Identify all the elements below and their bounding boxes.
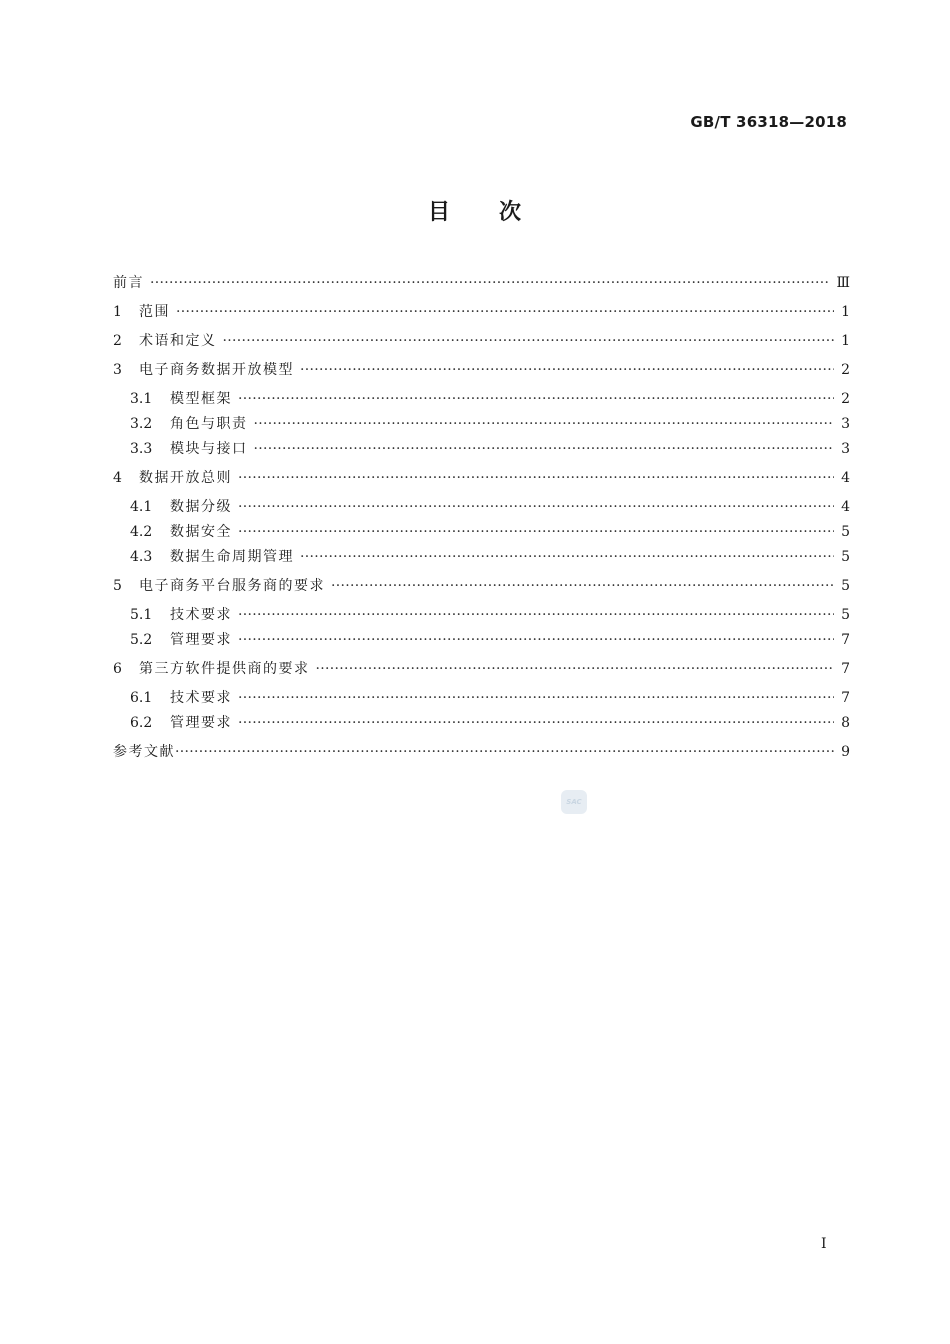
toc-entry-label: 数据安全 — [170, 524, 232, 540]
toc-entry-page: 7 — [841, 690, 850, 706]
toc-leader-dots — [238, 470, 834, 486]
toc-leader-dots — [238, 524, 834, 540]
toc-entry-number: 3 — [113, 362, 122, 378]
toc-entry-4[interactable] — [113, 467, 850, 492]
toc-entry-3[interactable] — [113, 359, 850, 384]
toc-entry-label: 数据分级 — [170, 499, 232, 515]
toc-entry-number: 3.2 — [130, 416, 153, 432]
toc-entry-page: 3 — [841, 441, 850, 457]
toc-entry-page: 4 — [841, 470, 850, 486]
toc-leader-dots — [150, 275, 830, 291]
toc-leader-dots — [238, 690, 834, 706]
toc-entry-6-1[interactable] — [113, 687, 850, 712]
toc-entry-page: 5 — [841, 607, 850, 623]
toc-entry-1[interactable] — [113, 301, 850, 326]
toc-leader-dots — [238, 499, 834, 515]
toc-entry-page: 9 — [841, 744, 850, 760]
toc-entry-label: 技术要求 — [170, 607, 232, 623]
toc-entry-label: 角色与职责 — [170, 416, 248, 432]
toc-title-char-1: 目 — [427, 200, 451, 225]
toc-entry-label: 技术要求 — [170, 690, 232, 706]
toc-entry-label: 数据开放总则 — [139, 470, 232, 486]
toc-leader-dots — [175, 744, 834, 760]
toc-entry-label: 数据生命周期管理 — [170, 549, 294, 565]
toc-entry-page: 8 — [841, 715, 850, 731]
toc-title — [0, 195, 950, 226]
sac-watermark-logo — [561, 790, 587, 814]
toc-entry-label: 模型框架 — [170, 391, 232, 407]
toc-entry-references[interactable] — [113, 741, 850, 766]
toc-entry-4-3[interactable] — [113, 546, 850, 571]
toc-entry-label: 管理要求 — [170, 632, 232, 648]
toc-entry-number: 5.1 — [130, 607, 153, 623]
toc-entry-page: 1 — [841, 333, 850, 349]
toc-entry-number: 6.1 — [130, 690, 153, 706]
toc-entry-page: 5 — [841, 524, 850, 540]
toc-entry-label: 模块与接口 — [170, 441, 248, 457]
toc-leader-dots — [300, 362, 834, 378]
toc-entry-3-3[interactable] — [113, 438, 850, 463]
toc-leader-dots — [238, 607, 834, 623]
toc-entry-2[interactable] — [113, 330, 850, 355]
toc-leader-dots — [238, 632, 834, 648]
toc-entry-page: 2 — [841, 362, 850, 378]
standard-code: GB/T 36318—2018 — [690, 113, 847, 131]
toc-entry-label: 术语和定义 — [139, 333, 217, 349]
toc-entry-3-2[interactable] — [113, 413, 850, 438]
toc-entry-4-1[interactable] — [113, 496, 850, 521]
toc-entry-page: 5 — [841, 549, 850, 565]
toc-entry-page: 3 — [841, 416, 850, 432]
toc-title-char-2: 次 — [499, 200, 523, 225]
toc-entry-page: 5 — [841, 578, 850, 594]
toc-entry-number: 3.1 — [130, 391, 153, 407]
toc-leader-dots — [238, 715, 834, 731]
toc-leader-dots — [331, 578, 834, 594]
toc-entry-page: Ⅲ — [836, 275, 850, 291]
toc-leader-dots — [238, 391, 834, 407]
toc-entry-preface[interactable] — [113, 272, 850, 297]
toc-entry-number: 2 — [113, 333, 122, 349]
toc-entry-label: 第三方软件提供商的要求 — [139, 661, 310, 677]
toc-entry-5-1[interactable] — [113, 604, 850, 629]
watermark-text: SAC — [566, 798, 582, 806]
toc-entry-number: 1 — [113, 304, 122, 320]
toc-entry-6[interactable] — [113, 658, 850, 683]
toc-entry-number: 4.3 — [130, 549, 153, 565]
toc-leader-dots — [254, 441, 835, 457]
page-number: I — [821, 1236, 827, 1252]
toc-entry-label: 参考文献 — [113, 744, 175, 760]
toc-entry-number: 5 — [113, 578, 122, 594]
toc-leader-dots — [254, 416, 835, 432]
toc-entry-6-2[interactable] — [113, 712, 850, 737]
toc-entry-label: 前言 — [113, 275, 144, 291]
toc-entry-label: 电子商务数据开放模型 — [139, 362, 294, 378]
toc-leader-dots — [300, 549, 834, 565]
toc-leader-dots — [223, 333, 835, 349]
toc-entry-label: 范围 — [139, 304, 170, 320]
toc-entry-number: 4 — [113, 470, 122, 486]
toc-entry-3-1[interactable] — [113, 388, 850, 413]
toc-leader-dots — [176, 304, 834, 320]
toc-entry-number: 3.3 — [130, 441, 153, 457]
table-of-contents — [113, 272, 850, 766]
toc-entry-page: 4 — [841, 499, 850, 515]
toc-entry-4-2[interactable] — [113, 521, 850, 546]
toc-entry-5-2[interactable] — [113, 629, 850, 654]
toc-entry-page: 7 — [841, 632, 850, 648]
toc-entry-page: 7 — [841, 661, 850, 677]
toc-leader-dots — [316, 661, 835, 677]
toc-entry-number: 6.2 — [130, 715, 153, 731]
toc-entry-number: 6 — [113, 661, 122, 677]
toc-entry-label: 管理要求 — [170, 715, 232, 731]
toc-entry-number: 5.2 — [130, 632, 153, 648]
toc-entry-5[interactable] — [113, 575, 850, 600]
toc-entry-label: 电子商务平台服务商的要求 — [139, 578, 325, 594]
toc-entry-number: 4.2 — [130, 524, 153, 540]
toc-entry-page: 2 — [841, 391, 850, 407]
toc-entry-number: 4.1 — [130, 499, 153, 515]
toc-entry-page: 1 — [841, 304, 850, 320]
